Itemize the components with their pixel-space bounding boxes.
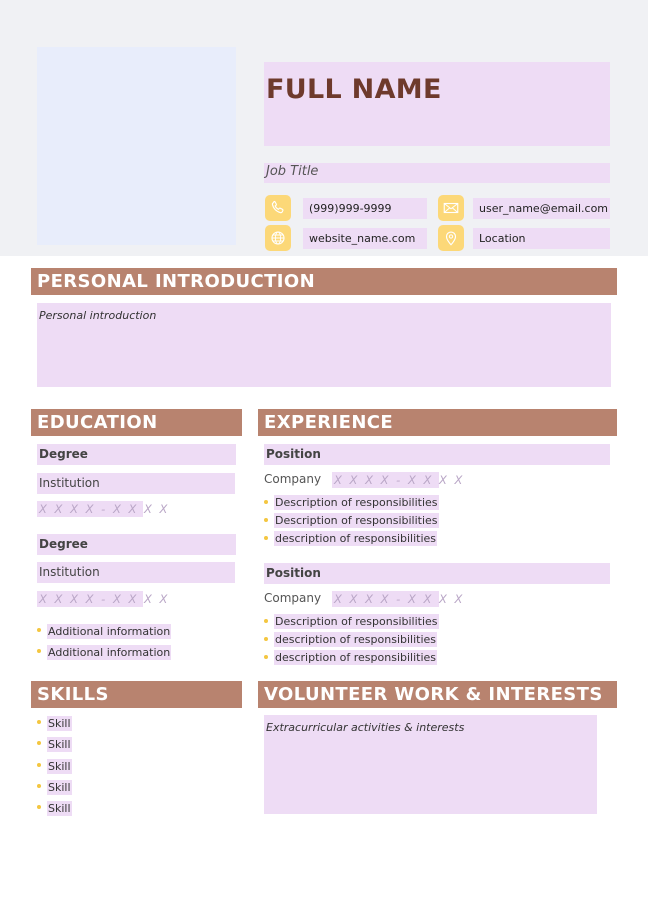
full-name: FULL NAME [266, 74, 442, 105]
bullet-dot [264, 518, 268, 522]
bullet-dot [264, 536, 268, 540]
list-item[interactable]: Skill [47, 798, 72, 819]
institution-field[interactable]: Institution [37, 473, 235, 494]
bullet-dot [264, 500, 268, 504]
personal-intro-field[interactable] [37, 303, 611, 387]
bullet-dot [37, 805, 41, 809]
degree-field[interactable]: Degree [37, 534, 236, 555]
company-label[interactable]: Company [264, 591, 322, 605]
responsibilities-list [274, 612, 439, 666]
education-heading: EDUCATION [31, 409, 242, 436]
list-item[interactable]: description of responsibilities [274, 529, 439, 547]
list-item[interactable]: Skill [47, 734, 72, 755]
location-field[interactable]: Location [473, 228, 610, 249]
institution-field[interactable]: Institution [37, 562, 235, 583]
bullet-dot [37, 784, 41, 788]
list-item[interactable]: Skill [47, 713, 72, 734]
education-dates[interactable]: X X X X - X X X X [39, 592, 170, 606]
additional-info-list [47, 621, 171, 663]
degree-field[interactable]: Degree [37, 444, 236, 465]
bullet-dot [37, 720, 41, 724]
skills-list [47, 713, 72, 819]
phone-icon [265, 195, 291, 221]
phone-field[interactable]: (999)999-9999 [303, 198, 427, 219]
list-item[interactable]: Additional information [47, 642, 171, 663]
email-field[interactable]: user_name@email.com [473, 198, 610, 219]
map-pin-icon [438, 225, 464, 251]
experience-dates[interactable]: X X X X - X X X X [334, 592, 465, 606]
experience-dates[interactable]: X X X X - X X X X [334, 473, 465, 487]
job-title: Job Title [266, 164, 319, 179]
experience-heading: EXPERIENCE [258, 409, 617, 436]
list-item[interactable]: Skill [47, 756, 72, 777]
list-item[interactable]: Description of responsibilities [274, 511, 439, 529]
skills-heading: SKILLS [31, 681, 242, 708]
volunteer-heading: VOLUNTEER WORK & INTERESTS [258, 681, 617, 708]
bullet-dot [37, 763, 41, 767]
position-field[interactable]: Position [264, 444, 610, 465]
globe-icon [265, 225, 291, 251]
list-item[interactable]: description of responsibilities [274, 630, 439, 648]
list-item[interactable]: Description of responsibilities [274, 493, 439, 511]
bullet-dot [37, 741, 41, 745]
list-item[interactable]: Additional information [47, 621, 171, 642]
bullet-dot [264, 637, 268, 641]
list-item[interactable]: Description of responsibilities [274, 612, 439, 630]
list-item[interactable]: description of responsibilities [274, 648, 439, 666]
list-item[interactable]: Skill [47, 777, 72, 798]
bullet-dot [37, 649, 41, 653]
bullet-dot [264, 619, 268, 623]
bullet-dot [37, 628, 41, 632]
bullet-dot [264, 655, 268, 659]
position-field[interactable]: Position [264, 563, 610, 584]
envelope-icon [438, 195, 464, 221]
personal-intro-text: Personal introduction [39, 309, 157, 322]
volunteer-field[interactable] [264, 715, 597, 814]
education-dates[interactable]: X X X X - X X X X [39, 502, 170, 516]
photo-placeholder[interactable] [37, 47, 236, 245]
website-field[interactable]: website_name.com [303, 228, 427, 249]
volunteer-text: Extracurricular activities & interests [266, 721, 465, 734]
company-label[interactable]: Company [264, 472, 322, 486]
responsibilities-list [274, 493, 439, 547]
personal-intro-heading: PERSONAL INTRODUCTION [31, 268, 617, 295]
